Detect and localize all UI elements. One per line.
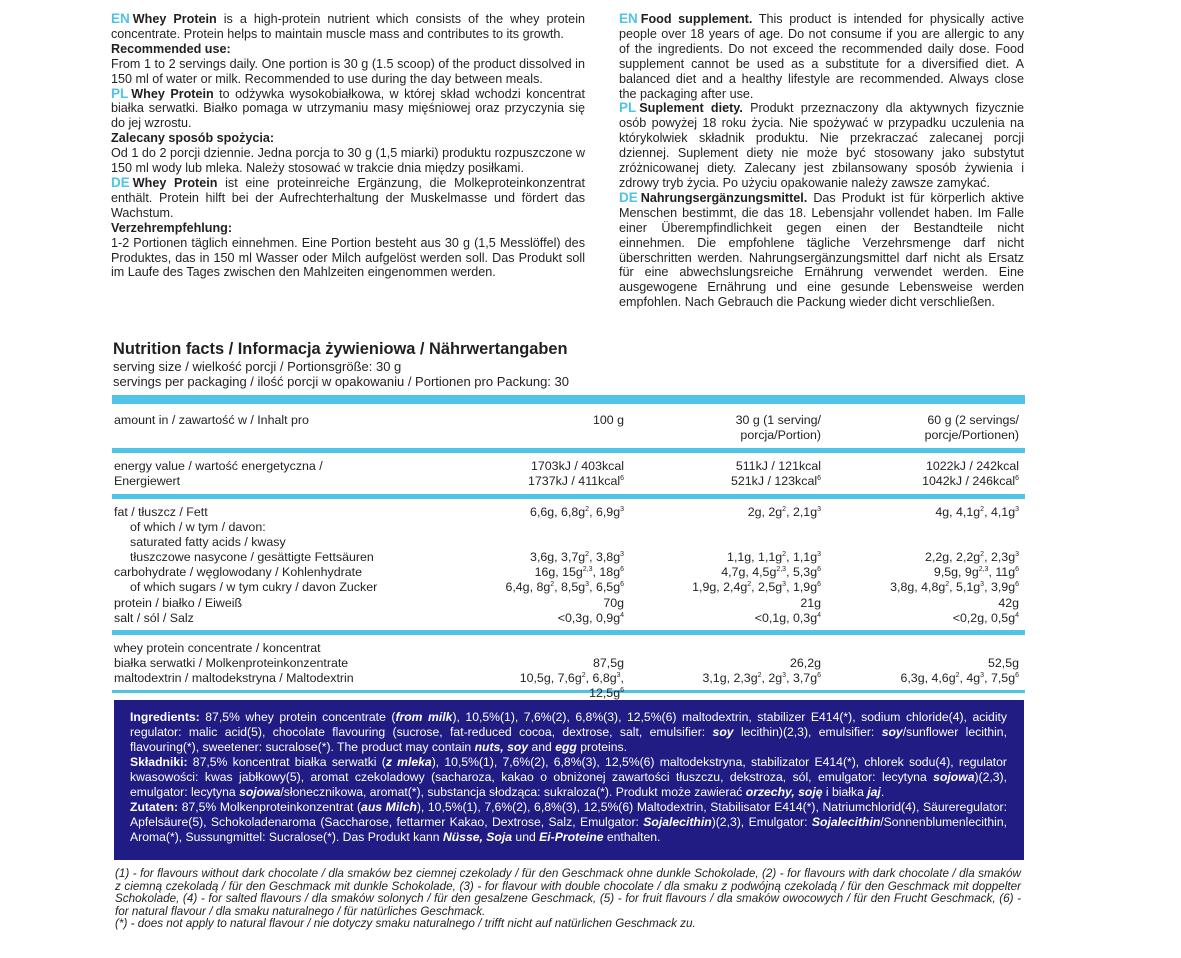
carbohydrate-100g: 16g, $15g^{2,3}$, $18g^6$	[534, 565, 624, 579]
table-top-bar	[112, 395, 1025, 404]
en-warning-heading: Food supplement.	[640, 12, 753, 26]
energy-60g: 1022kJ / 242kcal 1042kJ / 246kcal$^6$	[922, 459, 1019, 488]
lang-tag-pl: PL	[619, 100, 637, 116]
serving-size: serving size / wielkość porcji / Portionsgröße: 30 g	[113, 359, 402, 374]
product-name: Whey Protein	[132, 12, 217, 26]
ingredients-pl: Składniki: 87,5% koncentrat białka serwatki (z mleka), 10,5%(1), 7,6%(2), 6,8%(3), 12,5%(6) maltodekstryna, stabilizator E414(*), chlorek sodu(4), regulator kwasowości: kwas jabłkowy(5), aromat czekoladowy (sacharoza, kakao o obniżonej zawartości tłuszczu, dekstroza, sól, emulgator: lecytyna sojowa)(2,3), emulgator: lecytyna sojowa/słonecznikowa, aromat(*), substancja słodząca: sukraloza(*). Produkt może zawierać orzechy, soję i białka jaj.	[130, 755, 1007, 799]
lang-tag-de: DE	[619, 189, 638, 205]
carbohydrate-60g: 9,5g, $9g^{2,3}$, $11g^6$	[933, 565, 1019, 579]
servings-per-pack: servings per packaging / ilość porcji w opakowaniu / Portionen pro Packung: 30	[113, 374, 569, 389]
pl-use-heading: Zalecany sposób spożycia:	[111, 131, 275, 146]
sugars-label: of which sugars / w tym cukry / davon Zucker	[130, 580, 378, 594]
pl-warning	[619, 101, 1024, 190]
product-name: Whey Protein	[131, 86, 214, 101]
saturated-label: of which / w tym / davon: saturated fatty acids / kwasy tłuszczowe nasycone / gesättigte Fettsäuren	[130, 520, 374, 564]
de-intro: ist eine proteinreiche Ergänzung, die Molkeproteinkonzentrat enthält. Protein hilft bei der Aufrechterhaltung der Muskelmasse und fördert das Wachstum.	[111, 175, 585, 220]
ingredients-en: Ingredients: 87,5% whey protein concentrate (from milk), 10,5%(1), 7,6%(2), 6,8%(3), 12,5%(6) maltodextrin, stabilizer E414(*), sodium chloride(4), acidity regulator: malic acid(5), chocolate flavouring (sucrose, fat-reduced cocoa, dextrose, salt, emulsifier: soy lecithin)(2,3), emulsifier: soy/sunflower lecithin, flavouring(*), sweetener: sucralose(*). The product may contain nuts, soy and egg proteins.	[130, 710, 1008, 754]
protein-30g: 21g	[800, 596, 821, 610]
header-label: amount in / zawartość w / Inhalt pro	[114, 413, 309, 427]
ingredients-en-label: Ingredients:	[130, 710, 200, 724]
protein-100g: 70g	[603, 596, 624, 610]
maltodextrin-100g: 10,5g, $7,6g^2$, $6,8g^3$, $12,5g^6$	[519, 671, 624, 700]
energy-label: energy value / wartość energetyczna / Energiewert	[114, 459, 323, 488]
en-warning	[619, 12, 1024, 101]
fat-60g: 4g, $4,1g^2$, $4,1g^3$	[935, 505, 1019, 519]
saturated-30g: 1,1g, $1,1g^2$, $1,1g^3$	[727, 550, 821, 564]
carbohydrate-label: carbohydrate / węglowodany / Kohlenhydrate	[114, 565, 362, 579]
pl-use-text: Od 1 do 2 porcji dziennie. Jedna porcja to 30 g (1,5 miarki) produktu rozpuszczone w 150 ml wody lub mleka. Należy stosować w trakcie dnia między posiłkami.	[111, 146, 585, 176]
protein-60g: 42g	[998, 596, 1019, 610]
salt-30g: <0,1g, $0,3g^4$	[754, 611, 821, 625]
energy-100g: 1703kJ / 403kcal 1737kJ / 411kcal$^6$	[528, 459, 624, 488]
table-divider	[112, 494, 1025, 499]
saturated-100g: 3,6g, $3,7g^2$, $3,8g^3$	[530, 550, 624, 564]
sugars-60g: 3,8g, $4,8g^2$, $5,1g^3$, $3,9g^6$	[890, 580, 1019, 594]
nutrition-heading-block	[113, 340, 813, 389]
lang-tag-en: EN	[619, 11, 638, 26]
whey-concentrate-60g: 52,5g	[987, 656, 1019, 670]
en-intro: is a high-protein nutrient which consists of the whey protein concentrate. Protein helps to maintain muscle mass and contributes to its growth.	[111, 12, 585, 41]
header-30g: 30 g (1 serving/ porcja/Portion)	[735, 413, 821, 442]
carbohydrate-30g: 4,7g, $4,5g^{2,3}$, $5,3g^6$	[721, 565, 821, 579]
fat-100g: 6,6g, $6,8g^2$, $6,9g^3$	[530, 505, 624, 519]
maltodextrin-60g: 6,3g, $4,6g^2$, $4g^3$, $7,5g^6$	[900, 671, 1019, 685]
footnote-flavours: (1) - for flavours without dark chocolate / dla smaków bez ciemnej czekolady / für den Geschmack ohne dunkle Schokolade, (2) - for flavours with dark chocolate / dla smaków z ciemną czekoladą / für den Geschmack mit dunkle Schokolade, (3) - for flavour with double chocolate / dla smaku z podwójną czekoladą / für den Geschmack mit doppelter Schokolade, (4) - for salted flavours / dla smaków solonych / für den gesalzene Geschmack, (5) - for fruit flavours / dla smaków owocowych / für den Frucht Geschmack, (6) - for natural flavour / dla smaku naturalnego / für natürliches Geschmack.	[115, 867, 1021, 918]
maltodextrin-label: maltodextrin / maltodekstryna / Maltodextrin	[114, 671, 354, 685]
header-100g: 100 g	[592, 413, 624, 427]
en-use-text: From 1 to 2 servings daily. One portion is 30 g (1.5 scoop) of the product dissolved in 150 ml of water or milk. Recommended to use during the day between meals.	[111, 56, 585, 86]
pl-warning-heading: Suplement diety.	[639, 101, 743, 116]
description-left-column	[111, 12, 585, 280]
en-warning-text: This product is intended for physically active people over 18 years of age. Do not consume if you are allergic to any of the ingredients. Do not exceed the recommended daily dose. Food supplement cannot be used as a substitute for a diversified diet. A balanced diet and a healthy lifestyle are recommended. Always close the packaging after use.	[619, 12, 1024, 101]
maltodextrin-30g: 3,1g, $2,3g^2$, $2g^3$, $3,7g^6$	[702, 671, 821, 685]
salt-60g: <0,2g, $0,5g^4$	[952, 611, 1019, 625]
table-row-whey-concentrate	[114, 641, 1022, 671]
nutrition-title: Nutrition facts / Informacja żywieniowa / Nährwertangaben	[113, 340, 568, 358]
fat-label: fat / tłuszcz / Fett	[114, 505, 208, 519]
footnotes	[115, 868, 1021, 931]
ingredients-box	[114, 700, 1024, 860]
lang-tag-en: EN	[111, 11, 130, 26]
de-description	[111, 176, 585, 221]
de-warning-heading: Nahrungsergänzungsmittel.	[640, 190, 808, 205]
table-header-row	[114, 413, 1022, 445]
table-row-energy	[114, 459, 1022, 489]
sugars-100g: 6,4g, $8g^2$, $8,5g^3$, $6,5g^6$	[505, 580, 624, 594]
salt-label: salt / sól / Salz	[114, 611, 194, 625]
de-use-text: 1-2 Portionen täglich einnehmen. Eine Portion besteht aus 30 g (1,5 Messlöffel) des Produktes, das in 150 ml Wasser oder Milch aufgelöst werden soll. Das Produkt soll im Laufe des Tages zwischen den Mahlzeiten eingenommen werden.	[111, 235, 585, 280]
warnings-right-column	[619, 12, 1024, 310]
whey-concentrate-100g: 87,5g	[592, 656, 624, 670]
en-description	[111, 12, 585, 42]
de-use-heading: Verzehrempfehlung:	[111, 220, 233, 235]
protein-label: protein / białko / Eiweiß	[114, 596, 243, 610]
table-divider	[112, 630, 1025, 635]
ingredients-de-label: Zutaten:	[130, 800, 179, 814]
whey-concentrate-30g: 26,2g	[789, 656, 821, 670]
salt-100g: <0,3g, $0,9g^4$	[557, 611, 624, 625]
energy-30g: 511kJ / 121kcal 521kJ / 123kcal$^6$	[730, 459, 821, 488]
product-name: Whey Protein	[132, 175, 218, 190]
lang-tag-pl: PL	[111, 85, 129, 101]
header-60g: 60 g (2 servings/ porcje/Portionen)	[924, 413, 1019, 442]
en-use-heading: Recommended use:	[111, 41, 231, 56]
whey-concentrate-label: whey protein concentrate / koncentrat białka serwatki / Molkenproteinkonzentrate	[114, 641, 349, 670]
ingredients-de: Zutaten: 87,5% Molkenproteinkonzentrat (aus Milch), 10,5%(1), 7,6%(2), 6,8%(3), 12,5%(6) Maltodextrin, Stabilisator E414(*), Natriumchlorid(4), Säureregulator: Apfelsäure(5), Schokoladenaroma (Saccharose, fettarmer Kakao, Dextrose, Salz, Emulgator: Sojalecithin)(2,3), Emulgator: Sojalecithin/Sonnenblumenlecithin, Aroma(*), Sussungmittel: Sucralose(*). Das Produkt kann Nüsse, Soja und Ei-Proteine enthalten.	[130, 800, 1007, 844]
table-divider	[112, 448, 1025, 453]
sugars-30g: 1,9g, $2,4g^2$, $2,5g^3$, $1,9g^6$	[692, 580, 821, 594]
pl-intro: to odżywka wysokobiałkowa, w której skład wchodzi koncentrat białka serwatki. Białko pomaga w utrzymaniu masy mięśniowej oraz przyczynia się do jej wzrostu.	[111, 86, 585, 131]
pl-warning-text: Produkt przeznaczony dla aktywnych fizycznie osób powyżej 18 roku życia. Nie spożywać w przypadku uczulenia na którykolwiek składnik produktu. Nie przekraczać zalecanej porcji dziennej. Suplement diety nie może być stosowany jako substytut zróżnicowanej diety. Zalecany jest zbilansowany sposób żywienia i zdrowy tryb życia. Po użyciu opakowanie należy zawsze zamykać.	[619, 101, 1024, 190]
footnote-natural: (*) - does not apply to natural flavour / nie dotyczy smaku naturalnego / trifft nicht auf natürlichen Geschmack zu.	[115, 917, 696, 930]
de-warning-text: Das Produkt ist für körperlich aktive Menschen bestimmt, die das 18. Lebensjahr vollendet haben. Im Falle einer Überempfindlichkeit gegen einen der Bestandteile nicht einnehmen. Die empfohlene tägliche Verzehrsmenge darf nicht überschritten werden. Nahrungsergänzungsmittel darf nicht als Ersatz für eine abwechslungsreiche Ernährung verwendet werden. Eine ausgewogene Ernährung und eine gesunde Lebensweise werden empfohlen. Nach Gebrauch die Packung wieder dicht verschließen.	[619, 190, 1024, 310]
pl-description	[111, 87, 585, 132]
ingredients-pl-label: Składniki:	[130, 755, 188, 769]
table-row-saturated	[114, 520, 1022, 565]
saturated-60g: 2,2g, $2,2g^2$, $2,3g^3$	[925, 550, 1019, 564]
de-warning	[619, 191, 1024, 310]
lang-tag-de: DE	[111, 174, 130, 190]
fat-30g: 2g, $2g^2$, $2,1g^3$	[747, 505, 821, 519]
